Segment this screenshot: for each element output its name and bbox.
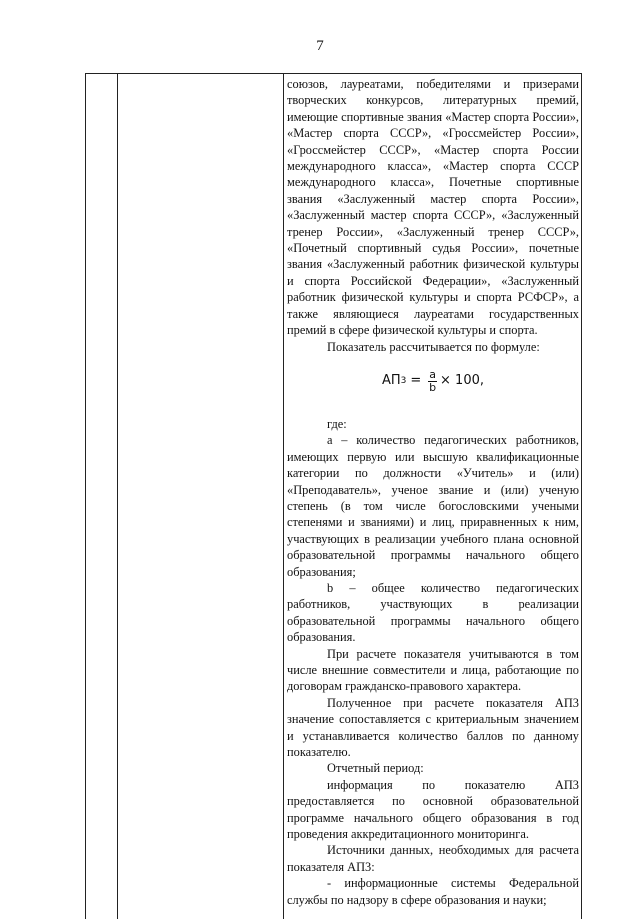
document-table — [85, 73, 582, 919]
table-border-col2 — [283, 73, 284, 919]
formula-numerator: a — [429, 367, 437, 381]
formula-rhs: × 100, — [440, 373, 485, 389]
paragraph: Отчетный период: — [327, 761, 424, 776]
page-number: 7 — [316, 38, 324, 54]
table-border-right — [581, 73, 582, 919]
description-cell — [287, 76, 579, 908]
table-border-col1 — [117, 73, 118, 919]
table-border-left — [85, 73, 86, 919]
paragraph: Источники данных, необходимых для расчета показателя АП3: — [287, 843, 579, 874]
formula-lhs-subscript: 3 — [400, 376, 407, 387]
formula-fraction — [428, 369, 437, 394]
formula — [287, 369, 579, 394]
paragraph: союзов, лауреатами, победителями и призерами творческих конкурсов, литературных премий, имеющие спортивные звания «Мастер спорта России», «Мастер спорта СССР», «Гроссмейстер России», «Гроссмейстер СССР», «Мастер спорта России международного класса», «Мастер спорта СССР международного класса», Почетные спортивные звания «Заслуженный мастер спорта России», «Заслуженный мастер спорта СССР», «Заслуженный тренер России», «Заслуженный тренер СССР», «Почетный спортивный судья России», почетные звания «Заслуженный работник физической культуры и спорта Российской Федерации», «Заслуженный работник физической культуры и спорта РСФСР», а также являющиеся лауреатами государственных премий в сфере физической культуры и спорта. — [287, 77, 579, 338]
paragraph: - информационные системы Федеральной службы по надзору в сфере образования и науки; — [287, 876, 579, 907]
paragraph: При расчете показателя учитываются в том числе внешние совместители и лица, работающие по договорам гражданско-правового характера. — [287, 646, 579, 694]
formula-lhs: АП — [381, 373, 401, 389]
formula-equals: = — [410, 373, 422, 389]
paragraph: Показатель рассчитывается по формуле: — [327, 339, 540, 354]
paragraph: Полученное при расчете показателя АП3 значение сопоставляется с критериальным значением и устанавливается количество баллов по данному показателю. — [287, 695, 579, 760]
formula-denominator: b — [429, 380, 437, 394]
paragraph: информация по показателю АП3 предоставляется по основной образовательной программе начального общего образования в год проведения аккредитационного мониторинга. — [287, 777, 579, 842]
paragraph: a – количество педагогических работников, имеющих первую или высшую квалификационные категории по должности «Учитель» и (или) «Преподаватель», ученое звание и (или) ученую степень (в том числе богословскими учеными степенями и званиями) и лиц, приравненных к ним, участвующих в реализации учебного плана основной образовательной программы начального общего образования; — [287, 433, 579, 579]
table-top-border — [85, 73, 582, 74]
paragraph: где: — [327, 416, 347, 431]
paragraph: b – общее количество педагогических работников, участвующих в реализации образовательной программы начального общего образования. — [287, 580, 579, 645]
